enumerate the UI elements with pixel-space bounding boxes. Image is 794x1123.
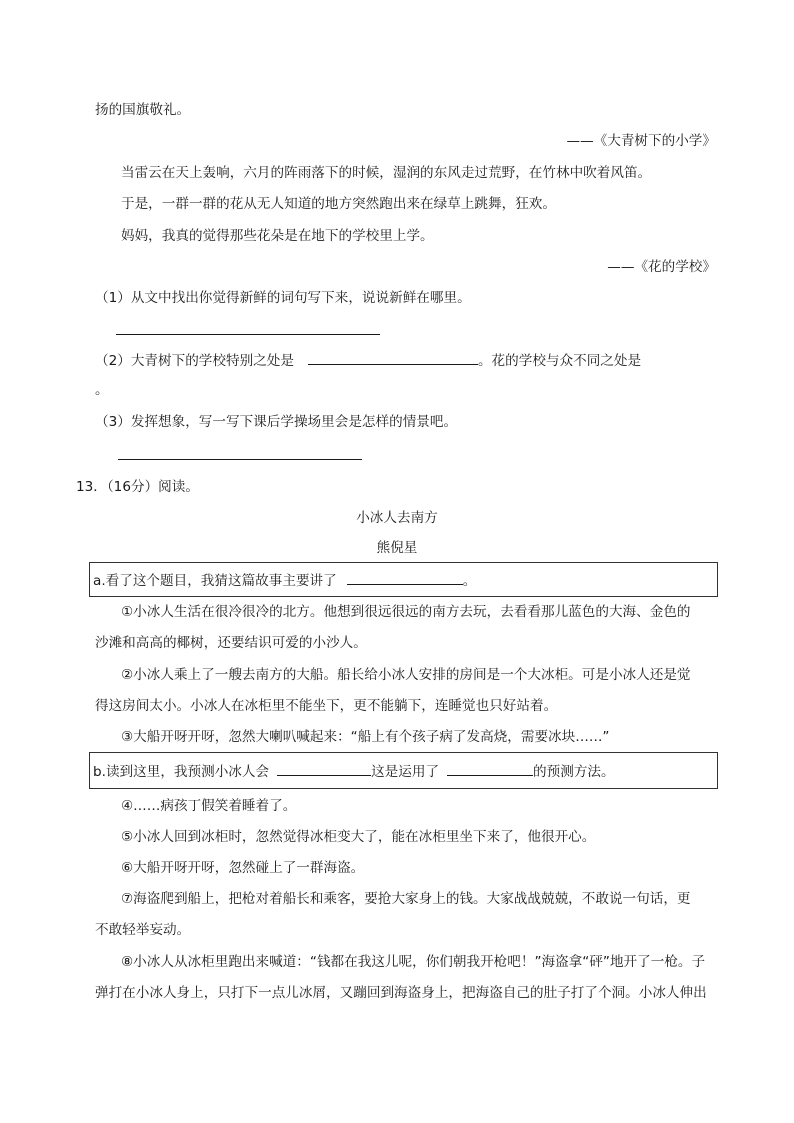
passage-paragraph: 妈妈，我真的觉得那些花朵是在地下的学校里上学。 [121,228,434,244]
story-paragraph: ①小冰人生活在很冷很冷的北方。他想到很远很远的南方去玩，去看看那儿蓝色的大海、金色的 [121,604,691,620]
story-paragraph: 不敢轻举妄动。 [95,922,191,938]
prediction-box-a [89,562,718,597]
passage-paragraph: 当雷云在天上轰响，六月的阵雨落下的时候，湿润的东风走过荒野，在竹林中吹着风笛。 [121,165,652,181]
question-2-end: 。 [95,382,109,398]
source-attribution: ——《大青树下的小学》 [566,133,716,149]
passage-paragraph: 于是，一群一群的花从无人知道的地方突然跑出来在绿草上跳舞，狂欢。 [121,196,556,212]
answer-blank[interactable] [277,761,371,776]
prediction-b-middle: 这是运用了 [371,764,440,780]
question-1: （1）从文中找出你觉得新鲜的词句写下来，说说新鲜在哪里。 [95,290,471,306]
prediction-box-b [89,752,718,789]
story-paragraph: ⑥大船开呀开呀，忽然碰上了一群海盗。 [121,860,365,876]
answer-blank[interactable] [347,570,463,585]
story-paragraph: ②小冰人乘上了一艘去南方的大船。船长给小冰人安排的房间是一个大冰柜。可是小冰人还是觉 [121,667,691,683]
answer-blank[interactable] [447,761,533,776]
question-2-part-a: （2）大青树下的学校特别之处是 [95,353,294,369]
story-paragraph: 弹打在小冰人身上，只打下一点儿冰屑，又蹦回到海盗身上，把海盗自己的肚子打了个洞。小冰人伸出 [95,985,707,1001]
story-paragraph: ③大船开呀开呀，忽然大喇叭喊起来：“船上有个孩子病了发高烧，需要冰块……” [121,729,610,745]
story-paragraph: ⑦海盗爬到船上，把枪对着船长和乘客，要抢大家身上的钱。大家战战兢兢，不敢说一句话，更 [121,891,691,907]
answer-blank[interactable] [116,334,380,335]
prediction-a-prompt: a.看了这个题目，我猜这篇故事主要讲了 [93,573,337,589]
question-2 [95,350,641,371]
story-paragraph: 沙滩和高高的椰树，还要结识可爱的小沙人。 [95,635,367,651]
passage-line: 扬的国旗敬礼。 [95,102,191,118]
story-paragraph: ⑤小冰人回到冰柜时，忽然觉得冰柜变大了，能在冰柜里坐下来了，他很开心。 [121,829,596,845]
prediction-b-end: 的预测方法。 [533,764,615,780]
source-attribution: ——《花的学校》 [607,259,716,275]
story-title: 小冰人去南方 [356,510,438,526]
story-paragraph: ⑧小冰人从冰柜里跑出来喊道：“钱都在我这儿呢，你们朝我开枪吧！”海盗拿“砰”地开了一枪。子 [121,954,706,970]
answer-blank[interactable] [118,459,362,460]
story-paragraph: 得这房间太小。小冰人在冰柜里不能坐下，更不能躺下，连睡觉也只好站着。 [95,698,558,714]
prediction-a-end: 。 [462,573,477,589]
question-13-header: 13．（16分）阅读。 [76,479,199,495]
prediction-b-prompt: b.读到这里，我预测小冰人会 [93,764,270,780]
story-author: 熊倪星 [376,540,418,556]
story-paragraph: ④……病孩丁假笑着睡着了。 [121,798,297,814]
question-2-part-b: 。花的学校与众不同之处是 [477,353,642,369]
question-3: （3）发挥想象，写一写下课后学操场里会是怎样的情景吧。 [95,414,458,430]
answer-blank[interactable] [308,350,478,365]
